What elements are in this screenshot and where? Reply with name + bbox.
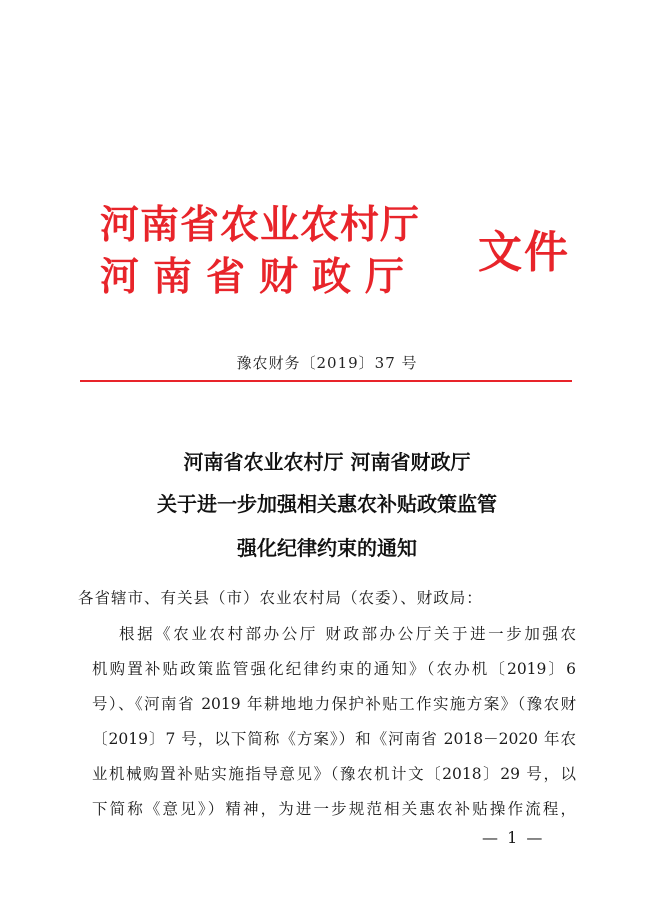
salutation: 各省辖市、有关县（市）农业农村局（农委）、财政局：	[78, 589, 483, 607]
title-line-2: 关于进一步加强相关惠农补贴政策监管	[157, 492, 497, 516]
title-line-1: 河南省农业农村厅 河南省财政厅	[183, 450, 471, 474]
header-document-label: 文件	[478, 227, 570, 278]
header-issuer-2: 河南省财政厅	[100, 254, 419, 300]
red-header	[100, 198, 570, 308]
body-line: 下简称《意见》）精神，为进一步规范相关惠农补贴操作流程，	[92, 800, 576, 818]
body-line: 〔2019〕7 号，以下简称《方案》）和《河南省 2018－2020 年农	[92, 730, 576, 748]
body-line: 机购置补贴政策监管强化纪律约束的通知》（农办机〔2019〕6	[92, 660, 576, 678]
header-issuer-1: 河南省农业农村厅	[100, 202, 421, 248]
red-divider	[80, 380, 572, 382]
body-line: 号）、《河南省 2019 年耕地地力保护补贴工作实施方案》（豫农财	[92, 695, 576, 713]
body-line: 业机械购置补贴实施指导意见》（豫农机计文〔2018〕29 号，以	[92, 765, 576, 783]
page-number: — 1 —	[482, 828, 545, 847]
title-line-3: 强化纪律约束的通知	[237, 536, 417, 560]
body-line: 根据《农业农村部办公厅 财政部办公厅关于进一步加强农	[119, 625, 576, 643]
document-number: 豫农财务〔2019〕37 号	[236, 354, 418, 372]
